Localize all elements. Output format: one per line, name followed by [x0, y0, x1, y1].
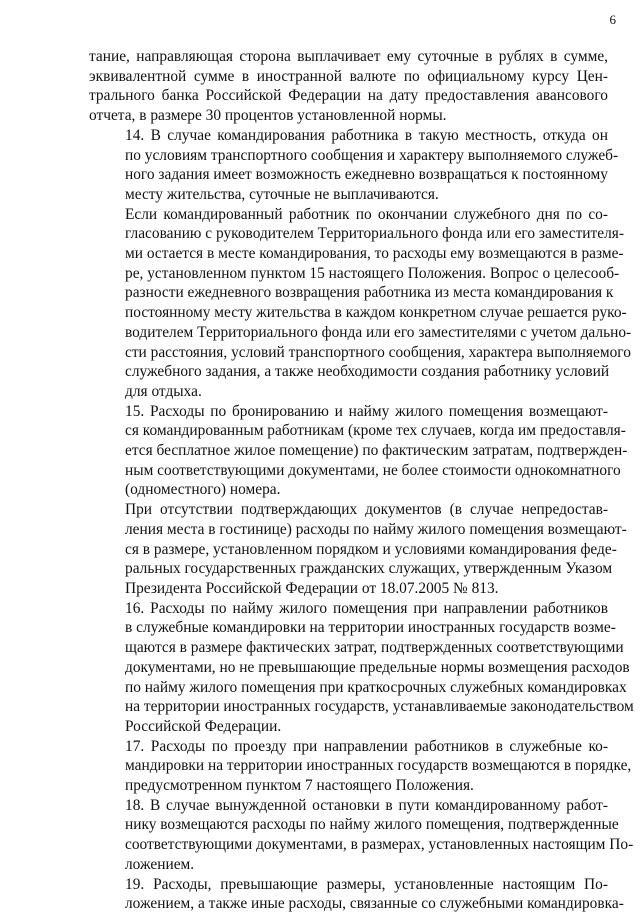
text-line: (одноместного) номера.: [125, 481, 281, 499]
text-line: мандировки на территории иностранных государств возмещаются в порядке,: [125, 757, 632, 775]
text-line: щаются в размере фактических затрат, подтвержденных соответствующими: [125, 639, 624, 657]
text-line: ным соответствующими документами, не более стоимости однокомнатного: [125, 461, 621, 479]
text-line: на территории иностранных государств, устанавливаемые законодательством: [125, 698, 634, 716]
paragraph: [89, 737, 632, 796]
paragraph: [89, 402, 628, 501]
text-line: предусмотренном пунктом 7 настоящего Положения.: [125, 777, 474, 795]
text-line: ного задания имеет возможность ежедневно возвращаться к постоянному: [125, 166, 608, 184]
paragraph: [89, 205, 632, 402]
page-number: 6: [609, 12, 616, 27]
paragraph: [89, 796, 634, 875]
text-line: служебного задания, а также необходимости создания работнику условий: [125, 363, 610, 381]
text-line: Если командированный работник по окончании служебного дня по со-: [125, 205, 608, 223]
text-line: ся командированным работникам (кроме тех случаев, когда им предоставля-: [125, 422, 626, 440]
text-line: по найму жилого помещения при краткосрочных служебных командировках: [125, 678, 627, 696]
text-line: сти расстояния, условий транспортного сообщения, характера выполняемого: [125, 343, 631, 361]
text-line: для отдыха.: [125, 382, 202, 400]
paragraph: [89, 126, 619, 205]
paragraph: [89, 500, 627, 599]
document-body: [89, 47, 634, 914]
text-line: нику возмещаются расходы по найму жилого помещения, подтвержденные: [125, 816, 619, 834]
text-line: 18. В случае вынужденной остановки в пути командированному работ-: [125, 796, 608, 814]
text-line: по условиям транспортного сообщения и характеру выполняемого служеб-: [125, 146, 619, 164]
text-line: тание, направляющая сторона выплачивает ему суточные в рублях в сумме,: [89, 48, 608, 65]
text-line: отчета, в размере 30 процентов установленной нормы.: [89, 107, 447, 125]
text-line: разности ежедневного возвращения работника из места командирования к: [125, 284, 614, 302]
text-line: 19. Расходы, превышающие размеры, установленные настоящим По-: [125, 875, 608, 893]
text-line: ления места в гостинице) расходы по найму жилого помещения возмещают-: [125, 520, 627, 538]
text-line: трального банка Российской Федерации на дату предоставления авансового: [89, 87, 608, 105]
text-line: гласованию с руководителем Территориального фонда или его заместителя-: [125, 225, 624, 243]
text-line: ложением.: [125, 855, 195, 873]
text-line: Президента Российской Федерации от 18.07.2005 № 813.: [125, 579, 499, 597]
text-line: ся в размере, установленном порядком и условиями командирования феде-: [125, 540, 617, 558]
text-line: 15. Расходы по бронированию и найму жилого помещения возмещают-: [125, 402, 608, 420]
paragraph: [89, 47, 608, 126]
text-line: 16. Расходы по найму жилого помещения при направлении работников: [125, 599, 608, 617]
text-line: ется бесплатное жилое помещение) по фактическим затратам, подтвержден-: [125, 442, 628, 460]
text-line: месту жительства, суточные не выплачиваются.: [125, 185, 439, 203]
text-line: документами, но не превышающие предельные нормы возмещения расходов: [125, 658, 630, 676]
text-line: ложением, а также иные расходы, связанные со служебными командировка-: [125, 895, 624, 913]
paragraph: [89, 599, 634, 737]
text-line: водителем Территориального фонда или его заместителями с учетом дально-: [125, 323, 632, 341]
text-line: соответствующими документами, в размерах, установленных настоящим По-: [125, 836, 634, 854]
text-line: ральных государственных гражданских служащих, утвержденным Указом: [125, 560, 613, 578]
text-line: 14. В случае командирования работника в такую местность, откуда он: [125, 126, 608, 144]
text-line: Российской Федерации.: [125, 717, 282, 735]
text-line: 17. Расходы по проезду при направлении работников в служебные ко-: [125, 737, 608, 755]
text-line: эквивалентной сумме в иностранной валюте по официальному курсу Цен-: [89, 67, 608, 85]
text-line: ми остается в месте командирования, то расходы ему возмещаются в разме-: [125, 245, 624, 263]
text-line: ре, установленном пунктом 15 настоящего Положения. Вопрос о целесооб-: [125, 264, 620, 282]
text-line: в служебные командировки на территории иностранных государств возме-: [125, 619, 616, 637]
text-line: При отсутствии подтверждающих документов (в случае непредостав-: [125, 501, 608, 519]
text-line: постоянному месту жительства в каждом конкретном случае решается руко-: [125, 304, 627, 322]
paragraph: [89, 875, 624, 914]
